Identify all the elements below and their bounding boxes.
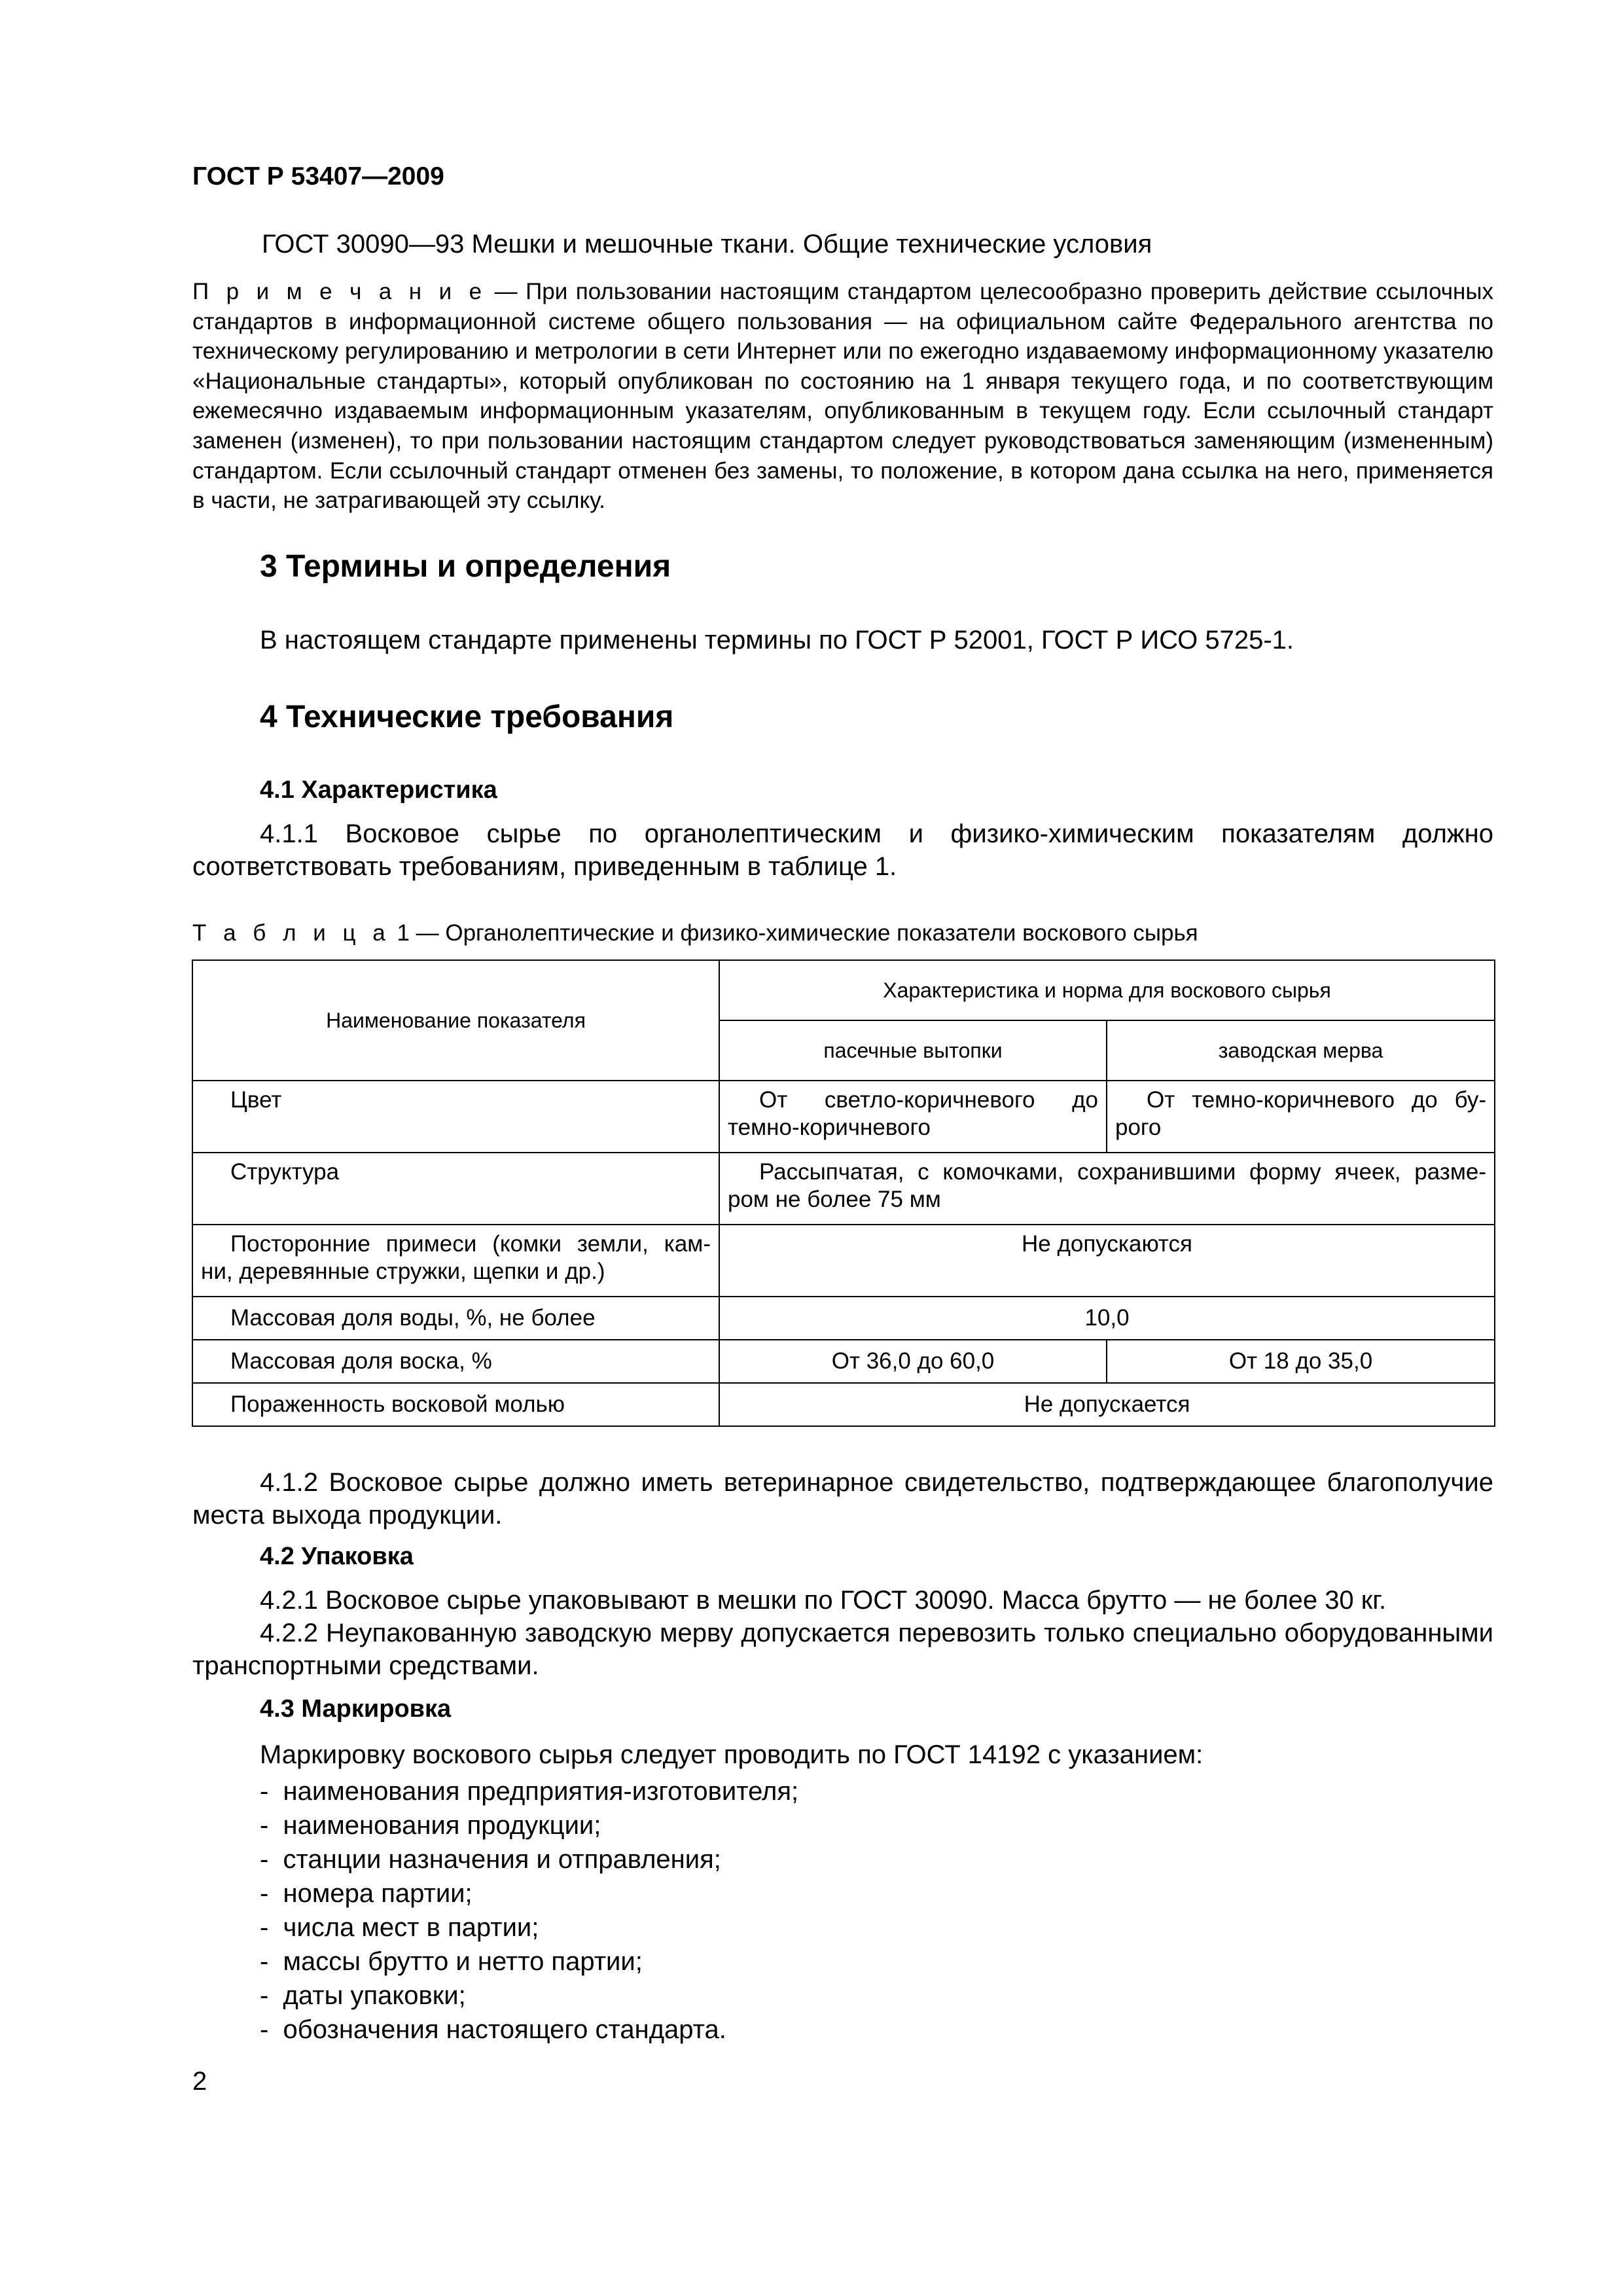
table-row (192, 1153, 1495, 1225)
value-color-factory (1107, 1081, 1495, 1153)
value-line: рого (1115, 1115, 1162, 1140)
header-factory: заводская мерва (1107, 1020, 1495, 1081)
note-text: — При пользовании настоящим стандартом целесообразно проверить действие ссылочных стандартов в информационной системе общего пользования — на официальном сайте Федерального агентства по техническому регулированию и метрологии в сети Интернет или по ежегодно издаваемому информационному указателю «Национальные стандарты», который опубликован по состоянию на 1 января текущего года, и по соответствующим ежемесячно издаваемым информационным указателям, опубликованным в текущем году. Если ссылочный стандарт заменен (изменен), то при пользовании настоящим стандартом следует руководствоваться заменяющим (измененным) стандартом. Если ссылочный стандарт отменен без замены, то положение, в котором дана ссылка на него, применяется в части, не затрагивающей эту ссылку. (192, 279, 1493, 514)
name-line: ни, деревянные стружки, щепки и др.) (201, 1259, 605, 1284)
value-wax-apiary: От 36,0 до 60,0 (719, 1340, 1107, 1383)
row-name-structure: Структура (192, 1153, 719, 1225)
list-item: - массы брутто и нетто партии; (260, 1947, 643, 1976)
value-line: От темно-коричневого до бу- (1147, 1087, 1487, 1113)
table-row (192, 1225, 1495, 1297)
subsection-4-3-heading: 4.3 Маркировка (260, 1695, 452, 1723)
table-1 (192, 960, 1495, 1427)
paragraph-4-2-2: 4.2.2 Неупакованную заводскую мерву допускается перевозить только специально оборудованными транспортными средствами. (192, 1619, 1493, 1680)
row-name-moth: Пораженность восковой молью (192, 1383, 719, 1426)
paragraph-4-1-1: 4.1.1 Восковое сырье по органолептическим и физико-химическим показателям должно соответствовать требованиям, приведенным в таблице 1. (192, 819, 1493, 881)
row-name-wax: Массовая доля воска, % (192, 1340, 719, 1383)
subsection-4-2-heading: 4.2 Упаковка (260, 1543, 414, 1570)
list-item: - номера партии; (260, 1879, 473, 1908)
document-code-header: ГОСТ Р 53407—2009 (192, 162, 444, 190)
value-structure (719, 1153, 1495, 1225)
row-name-color: Цвет (192, 1081, 719, 1153)
table-row (192, 1340, 1495, 1383)
note-paragraph (192, 277, 1493, 516)
value-wax-factory: От 18 до 35,0 (1107, 1340, 1495, 1383)
table-row (192, 1297, 1495, 1340)
value-moth: Не допускается (719, 1383, 1495, 1426)
value-color-apiary (719, 1081, 1107, 1153)
list-item: - даты упаковки; (260, 1981, 466, 2010)
section-4-heading: 4 Технические требования (260, 700, 674, 734)
value-line: Рассыпчатая, с комочками, сохранившими форму ячеек, разме- (759, 1159, 1487, 1185)
table-row (192, 1081, 1495, 1153)
table-row (192, 1383, 1495, 1426)
table-caption-text: 1 — Органолептические и физико-химические показатели воскового сырья (390, 920, 1198, 946)
note-label: П р и м е ч а н и е (192, 279, 487, 304)
subsection-4-1-heading: 4.1 Характеристика (260, 776, 497, 804)
table-caption-label: Т а б л и ц а (192, 920, 391, 946)
list-item: - наименования предприятия-изготовителя; (260, 1777, 799, 1806)
page-number: 2 (192, 2067, 207, 2096)
table-caption (192, 920, 1198, 946)
header-apiary: пасечные вытопки (719, 1020, 1107, 1081)
list-item: - станции назначения и отправления; (260, 1845, 721, 1874)
value-impurities: Не допускаются (719, 1225, 1495, 1297)
header-indicator-name: Наименование показателя (192, 960, 719, 1081)
list-item: - наименования продукции; (260, 1811, 601, 1840)
normative-reference: ГОСТ 30090—93 Мешки и мешочные ткани. Общие технические условия (262, 230, 1152, 259)
row-name-water: Массовая доля воды, %, не более (192, 1297, 719, 1340)
paragraph-4-1-2: 4.1.2 Восковое сырье должно иметь ветеринарное свидетельство, подтверждающее благополучие места выхода продукции. (192, 1468, 1493, 1530)
value-line: От светло-коричневого до (759, 1087, 1098, 1113)
paragraph-4-2-1: 4.2.1 Восковое сырье упаковывают в мешки по ГОСТ 30090. Масса брутто — не более 30 кг. (260, 1586, 1387, 1615)
section-3-heading: 3 Термины и определения (260, 549, 671, 584)
marking-intro: Маркировку воскового сырья следует проводить по ГОСТ 14192 с указанием: (260, 1740, 1204, 1769)
name-line: Посторонние примеси (комки земли, кам- (230, 1231, 711, 1257)
section-3-text: В настоящем стандарте применены термины по ГОСТ Р 52001, ГОСТ Р ИСО 5725-1. (260, 626, 1294, 655)
list-item: - числа мест в партии; (260, 1913, 539, 1942)
header-characteristic: Характеристика и норма для воскового сырья (719, 960, 1495, 1020)
value-line: ром не более 75 мм (728, 1187, 941, 1212)
value-line: темно-коричневого (728, 1115, 931, 1140)
row-name-impurities (192, 1225, 719, 1297)
marking-list (260, 1774, 798, 2047)
value-water: 10,0 (719, 1297, 1495, 1340)
list-item: - обозначения настоящего стандарта. (260, 2015, 726, 2044)
